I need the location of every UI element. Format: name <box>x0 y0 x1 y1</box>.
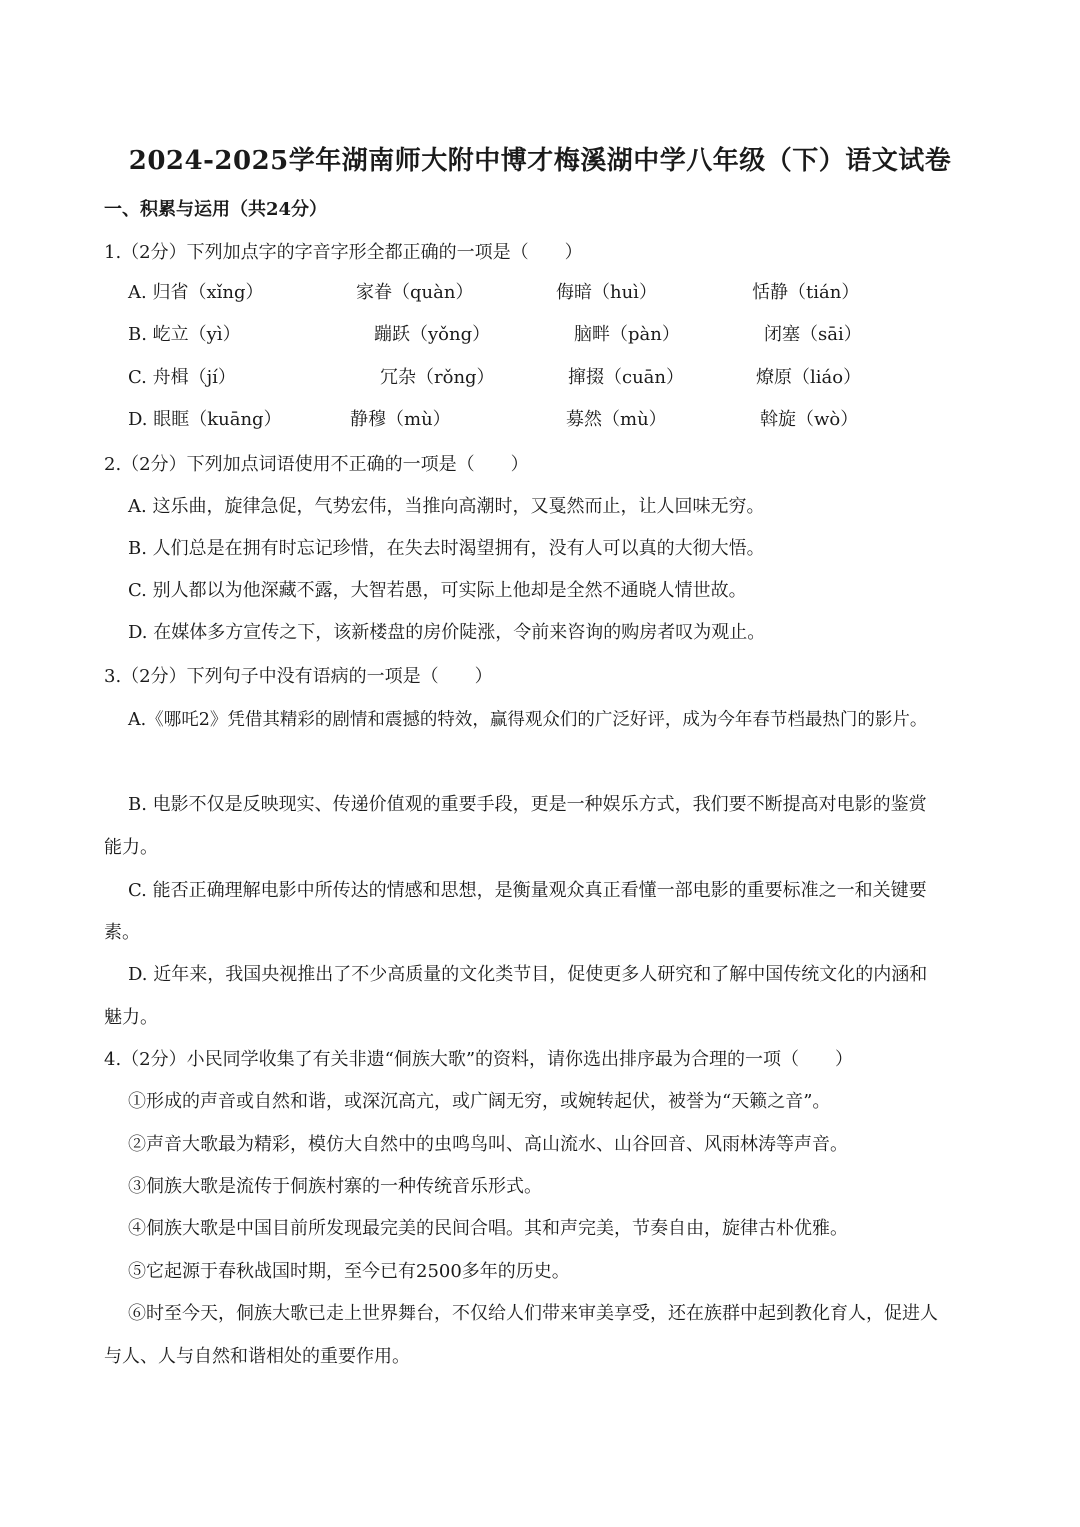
question-2-stem: 2.（2分）下列加点词语使用不正确的一项是（ ） <box>104 454 529 475</box>
q1-option-d-4: 斡旋（wò） <box>760 409 859 430</box>
q4-item-6-line2: 与人、人与自然和谐相处的重要作用。 <box>104 1346 410 1367</box>
q4-item-3: ③侗族大歌是流传于侗族村寨的一种传统音乐形式。 <box>128 1176 542 1197</box>
q1-option-d-1: D. 眼眶（kuāng） <box>128 409 282 430</box>
q1-option-d-2: 静穆（mù） <box>350 409 451 430</box>
q4-item-5: ⑤它起源于春秋战国时期，至今已有2500多年的历史。 <box>128 1261 570 1282</box>
q4-item-2: ②声音大歌最为精彩，模仿大自然中的虫鸣鸟叫、高山流水、山谷回音、风雨林涛等声音。 <box>128 1134 848 1155</box>
q3-option-a: A.《哪吒2》凭借其精彩的剧情和震撼的特效，赢得观众们的广泛好评，成为今年春节档最热门的影片。 <box>128 710 928 730</box>
q3-option-b-line2: 能力。 <box>104 837 158 858</box>
q4-item-1: ①形成的声音或自然和谐，或深沉高亢，或广阔无穷，或婉转起伏，被誉为“天籁之音”。 <box>128 1091 831 1112</box>
section-heading: 一、积累与运用（共24分） <box>104 199 328 220</box>
q3-option-d-line2: 魅力。 <box>104 1007 158 1028</box>
q1-option-c-1: C. 舟楫（jí） <box>128 367 236 388</box>
q3-option-c-line1: C. 能否正确理解电影中所传达的情感和思想，是衡量观众真正看懂一部电影的重要标准之一和关键要 <box>128 880 927 901</box>
q1-option-c-4: 燎原（liáo） <box>756 367 862 388</box>
q1-option-a-3: 侮暗（huì） <box>556 282 657 303</box>
q3-option-d-line1: D. 近年来，我国央视推出了不少高质量的文化类节目，促使更多人研究和了解中国传统文化的内涵和 <box>128 964 928 985</box>
q2-option-a: A. 这乐曲，旋律急促，气势宏伟，当推向高潮时，又戛然而止，让人回味无穷。 <box>128 496 765 517</box>
question-4-stem: 4.（2分）小民同学收集了有关非遗“侗族大歌”的资料，请你选出排序最为合理的一项（ ） <box>104 1049 854 1070</box>
q3-option-c-line2: 素。 <box>104 922 140 943</box>
q1-option-b-3: 脑畔（pàn） <box>574 324 680 345</box>
question-1-stem: 1.（2分）下列加点字的字音字形全都正确的一项是（ ） <box>104 242 583 263</box>
q4-item-6-line1: ⑥时至今天，侗族大歌已走上世界舞台，不仅给人们带来审美享受，还在族群中起到教化育人，促进人 <box>128 1303 938 1324</box>
q4-item-4: ④侗族大歌是中国目前所发现最完美的民间合唱。其和声完美，节奏自由，旋律古朴优雅。 <box>128 1218 848 1239</box>
q2-option-c: C. 别人都以为他深藏不露，大智若愚，可实际上他却是全然不通晓人情世故。 <box>128 580 747 601</box>
q2-option-d: D. 在媒体多方宣传之下，该新楼盘的房价陡涨，令前来咨询的购房者叹为观止。 <box>128 622 766 643</box>
q1-option-b-1: B. 屹立（yì） <box>128 324 241 345</box>
q1-option-a-4: 恬静（tián） <box>752 282 860 303</box>
q1-option-b-4: 闭塞（sāi） <box>764 324 862 345</box>
q1-option-b-2: 蹦跃（yǒng） <box>374 324 491 345</box>
q1-option-d-3: 募然（mù） <box>566 409 667 430</box>
q2-option-b: B. 人们总是在拥有时忘记珍惜，在失去时渴望拥有，没有人可以真的大彻大悟。 <box>128 538 765 559</box>
q1-option-a-1: A. 归省（xǐng） <box>128 282 264 303</box>
q1-option-c-3: 撺掇（cuān） <box>568 367 684 388</box>
page-title: 2024-2025学年湖南师大附中博才梅溪湖中学八年级（下）语文试卷 <box>128 146 952 176</box>
q3-option-b-line1: B. 电影不仅是反映现实、传递价值观的重要手段，更是一种娱乐方式，我们要不断提高对电影的鉴赏 <box>128 794 927 815</box>
question-3-stem: 3.（2分）下列句子中没有语病的一项是（ ） <box>104 666 493 687</box>
q1-option-a-2: 家眷（quàn） <box>356 282 474 303</box>
q1-option-c-2: 冗杂（rǒng） <box>380 367 495 388</box>
